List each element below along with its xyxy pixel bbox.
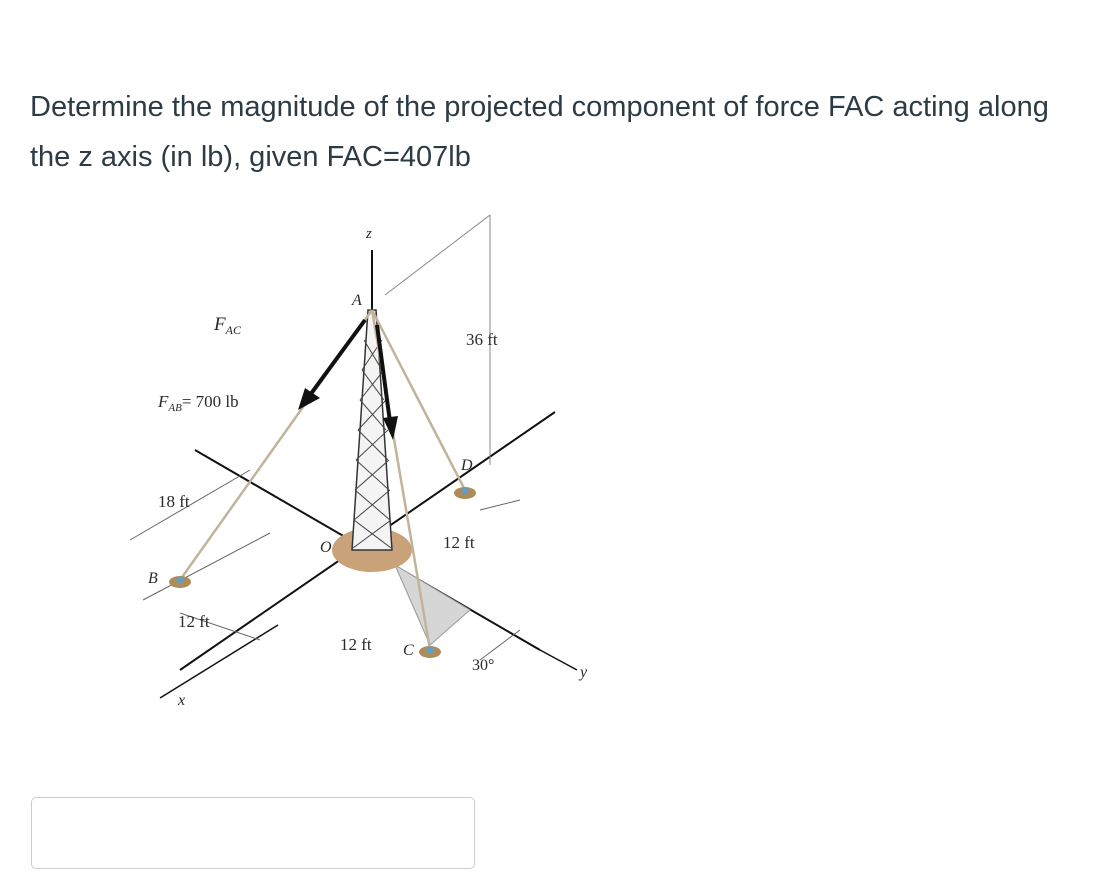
anchor-C-point: [427, 647, 434, 654]
label-B: B: [148, 570, 158, 587]
label-y: y: [580, 664, 588, 681]
force-FAB-arrow-shaft: [310, 320, 365, 395]
label-angle-30: 30°: [472, 657, 495, 674]
answer-input[interactable]: [31, 797, 475, 869]
tower-diagram-svg: [100, 200, 620, 730]
label-O: O: [320, 539, 332, 556]
dimension-12ft-right-line: [480, 500, 520, 510]
label-A: A: [352, 292, 362, 309]
question-text: Determine the magnitude of the projected component of force FAC acting along the z axis (in lb), given FAC=407lb: [30, 91, 1049, 173]
anchor-B-point: [177, 577, 184, 584]
label-D: D: [461, 457, 473, 474]
label-x: x: [178, 692, 186, 709]
label-12ft-right: 12 ft: [443, 533, 475, 552]
y-axis-extension: [540, 650, 577, 670]
x-axis-segment: [160, 625, 278, 698]
force-FAB-arrowhead: [298, 388, 320, 410]
dimension-30deg-line: [480, 630, 520, 660]
label-C: C: [403, 642, 414, 659]
label-F-AC: $F_{AC}$: [214, 314, 241, 337]
label-F-AB: $F_{AB}= 700$ lb: [158, 392, 239, 414]
tower-diagram: [100, 200, 620, 730]
label-12ft-bottom: 12 ft: [340, 635, 372, 654]
force-FAC-arrowhead: [383, 416, 398, 440]
projection-triangle: [395, 565, 470, 645]
label-36ft: 36 ft: [466, 330, 498, 349]
ref-line-top: [385, 215, 490, 295]
anchor-D-point: [462, 488, 469, 495]
label-z: z: [366, 226, 372, 242]
label-18ft: 18 ft: [158, 492, 190, 511]
label-12ft-left: 12 ft: [178, 612, 210, 631]
